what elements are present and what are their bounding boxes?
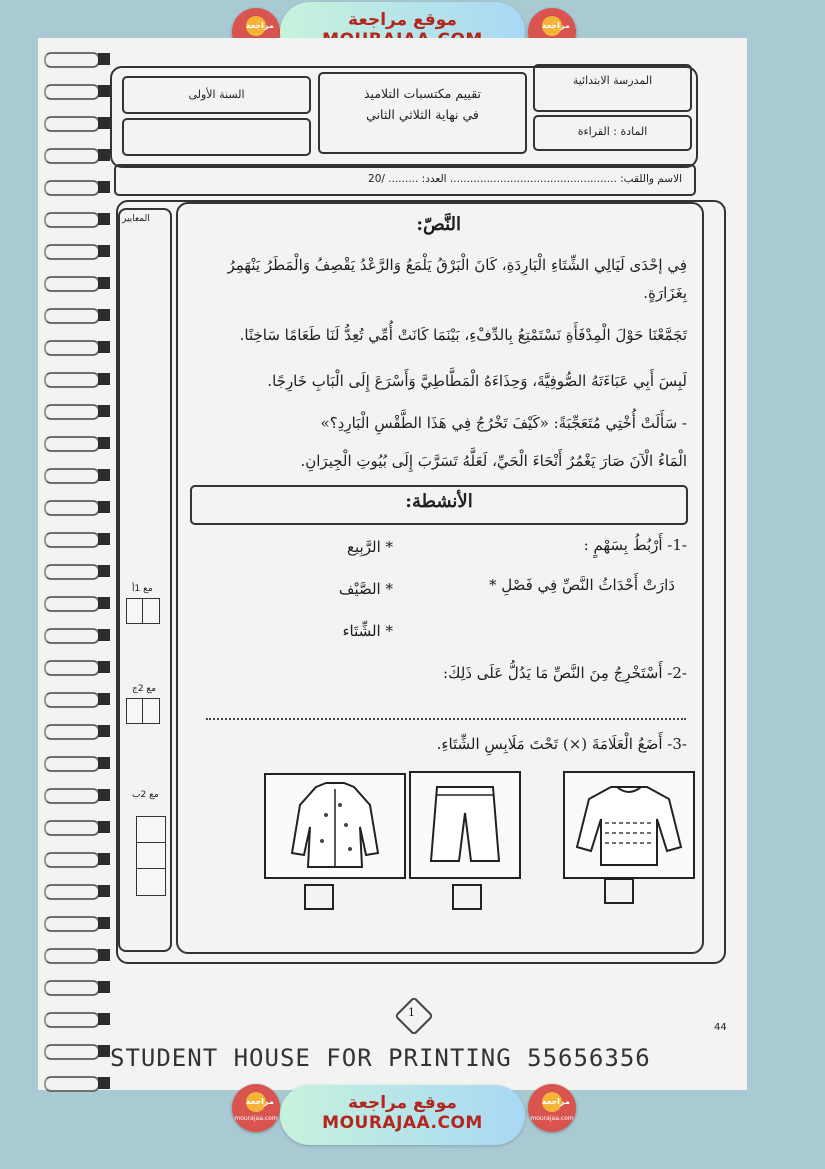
ring-hole bbox=[98, 309, 110, 321]
ring-loop bbox=[44, 660, 100, 676]
spiral-ring bbox=[44, 116, 114, 130]
ring-loop bbox=[44, 308, 100, 324]
ring-hole bbox=[98, 661, 110, 673]
ring-loop bbox=[44, 180, 100, 196]
spiral-ring bbox=[44, 404, 114, 418]
shorts-checkbox[interactable] bbox=[452, 884, 482, 910]
ring-loop bbox=[44, 1012, 100, 1028]
spiral-ring bbox=[44, 628, 114, 642]
site-logo-badge-left bbox=[232, 1084, 280, 1132]
activities-heading: الأنشطة: bbox=[405, 491, 473, 512]
criteria-label-2: مع 2ج bbox=[132, 684, 157, 694]
spiral-ring bbox=[44, 884, 114, 898]
spiral-ring bbox=[44, 340, 114, 354]
ring-loop bbox=[44, 1044, 100, 1060]
site-name-english[interactable]: MOURAJAA.COM bbox=[322, 1113, 483, 1133]
ring-loop bbox=[44, 276, 100, 292]
ring-loop bbox=[44, 916, 100, 932]
logo-icon: مراجعة bbox=[246, 1092, 266, 1112]
score-box[interactable] bbox=[136, 868, 166, 896]
name-field[interactable] bbox=[114, 164, 696, 196]
ring-loop bbox=[44, 628, 100, 644]
ring-loop bbox=[44, 84, 100, 100]
spiral-ring bbox=[44, 724, 114, 738]
ring-hole bbox=[98, 1045, 110, 1057]
spiral-ring bbox=[44, 148, 114, 162]
ring-hole bbox=[98, 405, 110, 417]
logo-caption: mourajaa.com bbox=[530, 1115, 574, 1122]
question-1-prompt: دَارَتْ أَحْدَاثُ النَّصِّ فِي فَصْلِ * bbox=[488, 576, 675, 594]
ring-hole bbox=[98, 885, 110, 897]
ring-loop bbox=[44, 212, 100, 228]
spiral-ring bbox=[44, 52, 114, 66]
ring-loop bbox=[44, 116, 100, 132]
sweater-image bbox=[563, 771, 695, 879]
spiral-ring bbox=[44, 596, 114, 610]
shorts-icon bbox=[411, 773, 519, 877]
criteria-label-3: مع 2ب bbox=[132, 790, 159, 800]
spiral-binding bbox=[38, 38, 124, 1090]
passage-line: فِي إحْدَى لَيَالِي الشِّتَاءِ الْبَارِدَةِ، كَانَ الْبَرْقُ يَلْمَعُ وَالرَّعْدُ يَقْصِفُ وَالْمَطَرُ يَنْهَمِرُ bbox=[227, 256, 687, 274]
spiral-ring bbox=[44, 1044, 114, 1058]
printer-footer: STUDENT HOUSE FOR PRINTING 55656356 bbox=[110, 1044, 651, 1072]
grade-name: السنة الأولى bbox=[188, 88, 245, 101]
ring-hole bbox=[98, 501, 110, 513]
spiral-ring bbox=[44, 852, 114, 866]
ring-hole bbox=[98, 757, 110, 769]
spiral-ring bbox=[44, 372, 114, 386]
ring-hole bbox=[98, 341, 110, 353]
site-banner-bottom[interactable] bbox=[280, 1085, 525, 1145]
passage-line: الْمَاءُ الْآنَ صَارَ يَغْمُرُ أَنْحَاءَ الْحَيِّ، لَعَلَّهُ تَسَرَّبَ إِلَى بُيُوتِ الْجِيرَانِ. bbox=[300, 452, 687, 470]
ring-loop bbox=[44, 340, 100, 356]
logo-icon: مراجعة bbox=[542, 16, 562, 36]
spiral-ring bbox=[44, 980, 114, 994]
subject-box bbox=[533, 115, 692, 151]
grade-box bbox=[122, 76, 311, 114]
passage-line: بِغَزَارَةٍ. bbox=[643, 284, 687, 302]
page-number: 1 bbox=[408, 1006, 415, 1019]
ring-hole bbox=[98, 565, 110, 577]
ring-hole bbox=[98, 277, 110, 289]
ring-hole bbox=[98, 213, 110, 225]
ring-hole bbox=[98, 117, 110, 129]
ring-loop bbox=[44, 1076, 100, 1092]
ring-loop bbox=[44, 724, 100, 740]
ring-hole bbox=[98, 1013, 110, 1025]
spiral-ring bbox=[44, 1076, 114, 1090]
question-3: -3- أَضَعُ الْعَلَامَةَ (×) تَحْتَ مَلَابِسِ الشِّتَاءِ. bbox=[436, 735, 687, 753]
ring-loop bbox=[44, 244, 100, 260]
ring-loop bbox=[44, 884, 100, 900]
logo-caption: mourajaa.com bbox=[234, 1115, 278, 1122]
ring-hole bbox=[98, 981, 110, 993]
subject-name: المادة : القراءة bbox=[577, 125, 648, 138]
score-box[interactable] bbox=[136, 842, 166, 870]
spiral-ring bbox=[44, 948, 114, 962]
site-logo-badge-right bbox=[528, 1084, 576, 1132]
criteria-label-1: مع 1أ bbox=[132, 584, 153, 594]
ring-hole bbox=[98, 949, 110, 961]
ring-loop bbox=[44, 852, 100, 868]
ring-loop bbox=[44, 372, 100, 388]
ring-hole bbox=[98, 437, 110, 449]
score-box[interactable] bbox=[142, 598, 160, 624]
criteria-heading: المعايير bbox=[122, 214, 150, 224]
ring-loop bbox=[44, 596, 100, 612]
spiral-ring bbox=[44, 564, 114, 578]
ring-loop bbox=[44, 532, 100, 548]
spiral-ring bbox=[44, 532, 114, 546]
ring-hole bbox=[98, 469, 110, 481]
school-box bbox=[533, 64, 692, 112]
spiral-ring bbox=[44, 788, 114, 802]
spiral-ring bbox=[44, 468, 114, 482]
site-name-arabic[interactable]: موقع مراجعة bbox=[348, 10, 457, 30]
ring-hole bbox=[98, 181, 110, 193]
sweater-checkbox[interactable] bbox=[604, 878, 634, 904]
ring-hole bbox=[98, 1077, 110, 1089]
ring-hole bbox=[98, 629, 110, 641]
answer-line[interactable] bbox=[206, 718, 686, 720]
question-1-option[interactable]: * الصَّيْف bbox=[338, 580, 393, 598]
shorts-image bbox=[409, 771, 521, 879]
score-box[interactable] bbox=[142, 698, 160, 724]
logo-icon: مراجعة bbox=[246, 16, 266, 36]
question-1-option[interactable]: * الرَّبِيع bbox=[347, 538, 393, 556]
ring-loop bbox=[44, 468, 100, 484]
sweater-icon bbox=[565, 773, 693, 877]
coat-checkbox[interactable] bbox=[304, 884, 334, 910]
spiral-ring bbox=[44, 1012, 114, 1026]
ring-loop bbox=[44, 692, 100, 708]
ring-loop bbox=[44, 756, 100, 772]
spiral-ring bbox=[44, 660, 114, 674]
ring-loop bbox=[44, 404, 100, 420]
text-heading: النَّصّ: bbox=[416, 214, 461, 235]
ring-loop bbox=[44, 948, 100, 964]
score-box[interactable] bbox=[136, 816, 166, 844]
spiral-ring bbox=[44, 756, 114, 770]
ring-loop bbox=[44, 436, 100, 452]
ring-hole bbox=[98, 821, 110, 833]
ring-loop bbox=[44, 980, 100, 996]
worksheet-photo bbox=[38, 38, 747, 1090]
spiral-ring bbox=[44, 244, 114, 258]
activities-heading-box bbox=[190, 485, 688, 525]
logo-icon: مراجعة bbox=[542, 1092, 562, 1112]
question-1: -1- أَرْبُطُ بِسَهْمٍ : bbox=[583, 536, 687, 554]
ring-hole bbox=[98, 917, 110, 929]
ring-hole bbox=[98, 789, 110, 801]
blank-box bbox=[122, 118, 311, 156]
spiral-ring bbox=[44, 820, 114, 834]
title-line-1: تقييم مكتسبات التلاميذ bbox=[363, 86, 482, 101]
ring-hole bbox=[98, 725, 110, 737]
question-2: -2- أَسْتَخْرِجُ مِنَ النَّصِّ مَا يَدُلُّ عَلَى ذَلِكَ: bbox=[443, 664, 687, 682]
ring-hole bbox=[98, 853, 110, 865]
ring-loop bbox=[44, 500, 100, 516]
school-name: المدرسة الابتدائية bbox=[572, 74, 653, 87]
spiral-ring bbox=[44, 500, 114, 514]
ring-loop bbox=[44, 52, 100, 68]
ring-hole bbox=[98, 149, 110, 161]
ring-loop bbox=[44, 148, 100, 164]
spiral-ring bbox=[44, 276, 114, 290]
site-name-arabic[interactable]: موقع مراجعة bbox=[348, 1093, 457, 1113]
spiral-ring bbox=[44, 692, 114, 706]
title-line-2: في نهاية الثلاثي الثاني bbox=[366, 107, 479, 122]
name-field-label: الاسم واللقب: .................................................. العدد: ......... /20 bbox=[368, 173, 682, 185]
ring-hole bbox=[98, 597, 110, 609]
title-box bbox=[318, 72, 527, 154]
passage-line: - سَأَلَتْ أُخْتِي مُتَعَجِّبَةً: «كَيْفَ تَخْرُجُ فِي هَذَا الطَّقْسِ الْبَارِدِ؟» bbox=[320, 414, 687, 432]
ring-hole bbox=[98, 53, 110, 65]
spiral-ring bbox=[44, 212, 114, 226]
spiral-ring bbox=[44, 308, 114, 322]
coat-image bbox=[264, 773, 406, 879]
ring-hole bbox=[98, 373, 110, 385]
sheet-number: 44 bbox=[714, 1022, 727, 1033]
spiral-ring bbox=[44, 916, 114, 930]
spiral-ring bbox=[44, 436, 114, 450]
ring-hole bbox=[98, 533, 110, 545]
question-1-option[interactable]: * الشِّتَاء bbox=[342, 622, 393, 640]
ring-loop bbox=[44, 788, 100, 804]
ring-hole bbox=[98, 85, 110, 97]
ring-hole bbox=[98, 693, 110, 705]
passage-line: لَبِسَ أَبِي عَبَاءَتَهُ الصُّوفِيَّةَ، وَحِذَاءَهُ الْمَطَّاطِيَّ وَأَسْرَعَ إِلَى الْبَابِ خَارِجًا. bbox=[267, 372, 687, 390]
coat-icon bbox=[266, 775, 404, 877]
ring-loop bbox=[44, 564, 100, 580]
spiral-ring bbox=[44, 84, 114, 98]
spiral-ring bbox=[44, 180, 114, 194]
ring-loop bbox=[44, 820, 100, 836]
ring-hole bbox=[98, 245, 110, 257]
passage-line: تَجَمَّعْنَا حَوْلَ الْمِدْفَأَةِ نَسْتَمْتِعُ بِالدِّفْءِ، بَيْنَمَا كَانَتْ أُمِّي تُعِدُّ لَنَا طَعَامًا سَاخِنًا. bbox=[239, 326, 687, 344]
